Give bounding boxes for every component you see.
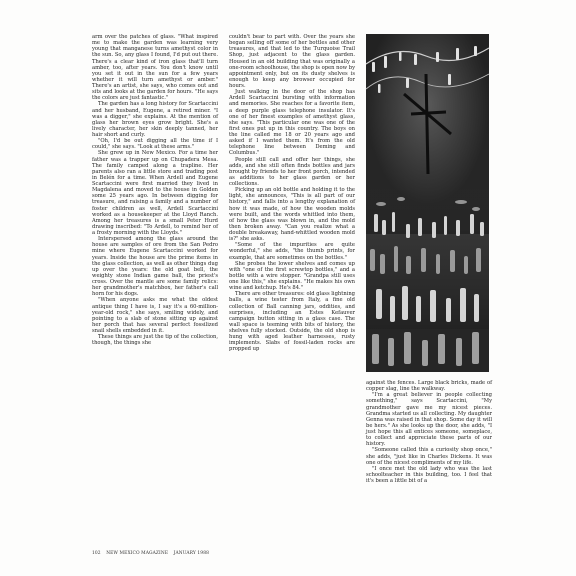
paragraph: She grew up in New Mexico. For a time her father was a trapper up on Chupadera Mesa. The family camped along a trapline. Her parents also ran a little store and trading post in Belén for a time. When Ardell and Eugene Scartaccini were first married they lived in Magdalena and moved to the house in Golden some 25 years ago. In between digging for treasure, and raising a family and a number of foster children as well, Ardell Scartaccini worked as a housekeeper at the Lloyd Ranch. Among her treasures is a small Peter Hurd drawing inscribed: "To Ardell, to remind her of a frosty morning with the Lloyds." bbox=[92, 150, 220, 236]
paragraph: "I'm a great believer in people collecting something," says Scartaccini, "My grandmother gave me my nicest pieces. Grandma started us all collecting. My daughter Genna was raised in that shop. Some day it will be hers." As she looks up the door, she adds, "I just hope this all entices someone, someplace, to collect and appreciate these parts of our history. bbox=[366, 392, 494, 448]
text-column-1 bbox=[92, 34, 218, 546]
paragraph: "I once met the old lady who was the last schoolteacher in this building, too. I feel that it's been a little bit of a bbox=[366, 465, 494, 484]
paragraph: Picking up an old bottle and holding it to the light, she announces, "This is all part of our history," and falls into a lengthy explanation of how it was made, of how the wooden molds were built, and the words whittled into them, of how the glass was blown in, and the mold then broken away. "Can you realize what a double breakaway, hand-whittled wooden mold is?" she asks. bbox=[229, 187, 357, 243]
paragraph: The garden has a long history for Scartaccini and her husband, Eugene, a retired miner. "I was a digger," she explains. At the mention of glass her brown eyes grow bright. She's a lively character, her skin deeply tanned, her hair short and curly. bbox=[92, 101, 220, 138]
paragraph: against the fences. Large black bricks, made of copper slag, line the walkway. bbox=[366, 380, 494, 393]
paragraph: Interspersed among the glass around the house are samples of ore from the San Pedro mine where Eugene Scartaccini worked for years. Inside the house are the prime items in the glass collection, as well as other things dug up over the years: the old goat bell, the weighty stone Indian game ball, the priest's cross. Over the mantle are some family relics: her grandmother's matchbox, her father's call horn for his dogs. bbox=[92, 236, 220, 298]
paragraph: "Oh, I'd be out digging all the time if I could," she says. "Look at these arms." bbox=[92, 138, 220, 151]
paragraph: These things are just the tip of the collection, though, the things she bbox=[92, 334, 220, 347]
page-footer bbox=[92, 551, 292, 556]
page-number: 102 bbox=[92, 551, 101, 556]
issue-date: JANUARY 1988 bbox=[173, 551, 209, 556]
text-column-2 bbox=[229, 34, 355, 546]
paragraph: couldn't bear to part with. Over the years she began selling off some of her bottles and other treasures, and that led to the Turquoise Trail Shop, just adjacent to the glass garden. Housed in an old building that was originally a one-room schoolhouse, the shop is open now by appointment only, but on its dusty shelves is enough to keep any browser occupied for hours. bbox=[229, 34, 357, 89]
photo-image bbox=[366, 34, 489, 372]
paragraph: There are other treasures: old glass lightning balls, a wine tester from Italy, a fine old collection of Ball canning jars, oddities, and surprises, including an Estes Kefauver campaign button sitting in a glass case. The wall space is teeming with bits of history, the shelves fully stocked. Outside, the old shop is hung with aged leather harnesses, rusty implements. Slabs of fossil-laden rocks are propped up bbox=[229, 291, 357, 353]
paragraph: People still call and offer her things, she adds, and she still often finds bottles and jars brought by friends to her front porch, intended as additions to her glass garden or her collections. bbox=[229, 156, 357, 187]
text-column-3 bbox=[366, 380, 492, 546]
paragraph: arm over the patches of glass. "What inspired me to make the garden was learning very young that manganese turns amethyst color in the sun. So, any glass I found, I'd put out there. There's a clear kind of iron glass that'll turn amber, too, after years. You don't know until you set it out in the sun for a few years whether it will turn amethyst or amber." There's an artist, she says, who comes out and sits and looks at the garden for hours. "He says the colors are just fantastic." bbox=[92, 34, 220, 102]
paragraph: Just walking in the door of the shop has Ardell Scartaccini bursting with information and memories. She reaches for a favorite item, a deep purple glass telephone insulator. It's one of her finest examples of amethyst glass, she says. "This particular one was one of the first ones put up in this country. The boys on the line called me 18 or 20 years ago and asked if I wanted them. It's from the old telephone line between Deming and Columbus." bbox=[229, 89, 357, 157]
publication-name: NEW MEXICO MAGAZINE bbox=[106, 551, 169, 556]
paragraph: "When anyone asks me what the oldest antique thing I have is, I say it's a 60-million-year-old rock," she says, smiling widely, and pointing to a slab of stone sitting up against her porch that has several perfect fossilized snail shells embedded in it. bbox=[92, 297, 220, 334]
paragraph: "Someone called this a curiosity shop once," she adds, "just like in Charles Dickens. It was one of the nicest compliments of my life. bbox=[366, 447, 494, 466]
paragraph: She probes the lower shelves and comes up with "one of the first screwtop bottles," and a bottle with a wire stopper. "Grandpa still uses one like this," she explains. "He makes his own wine and ketchup. He's 84." bbox=[229, 260, 357, 292]
paragraph: "Some of the impurities are quite wonderful," she adds, "the thumb prints, for example, that are sometimes on the bottles." bbox=[229, 242, 357, 261]
glass-garden-photo bbox=[366, 34, 489, 372]
